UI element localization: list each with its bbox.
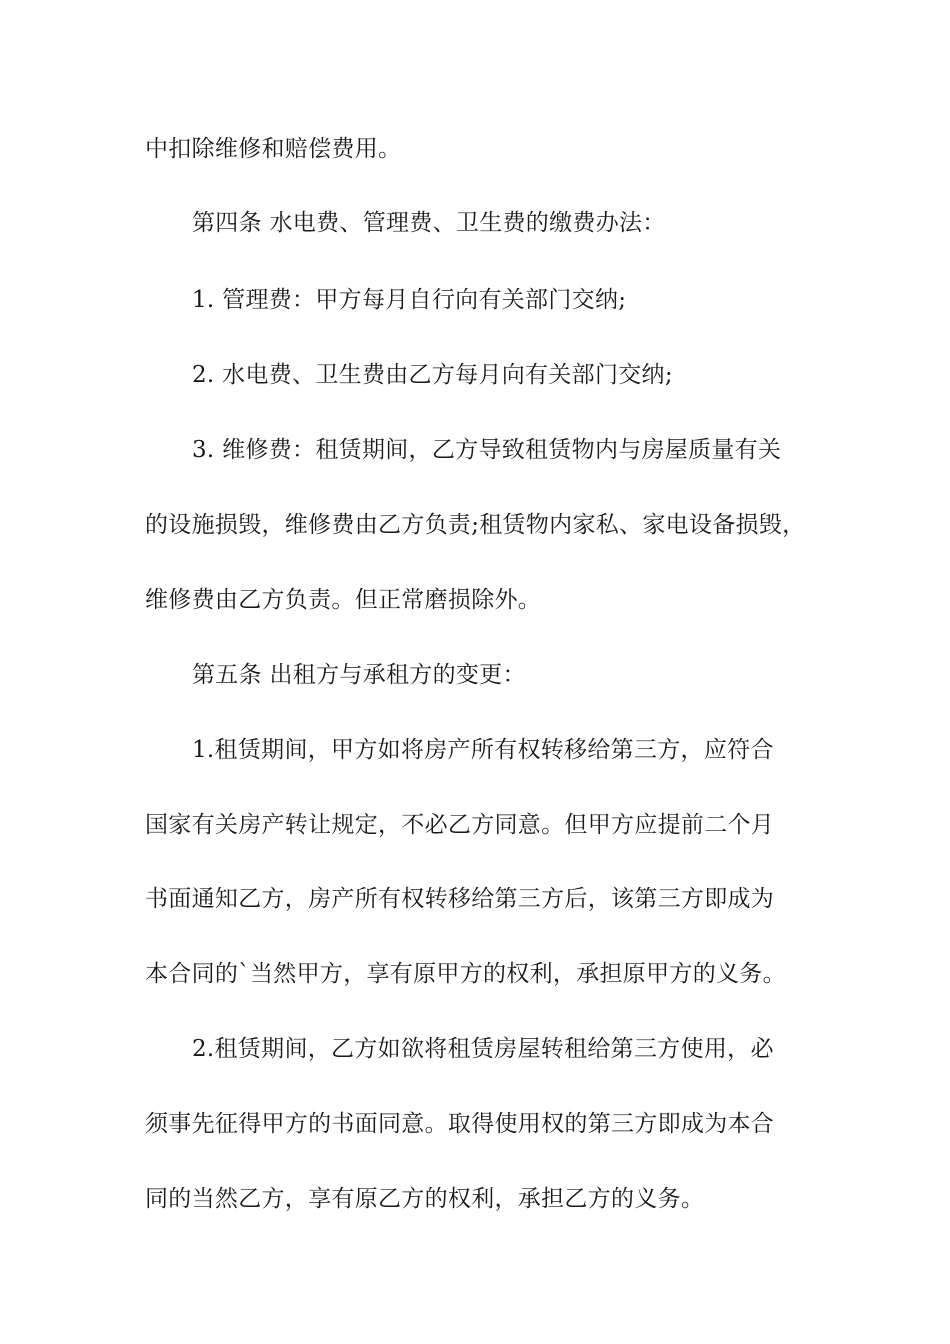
text-line: 须事先征得甲方的书面同意。取得使用权的第三方即成为本合 <box>145 1111 775 1137</box>
article-4-heading: 第四条 水电费、管理费、卫生费的缴费办法： <box>192 210 666 236</box>
text-line: 维修费由乙方负责。但正常磨损除外。 <box>145 587 542 613</box>
list-item: 2. 水电费、卫生费由乙方每月向有关部门交纳; <box>192 362 673 388</box>
list-item: 1.租赁期间，甲方如将房产所有权转移给第三方，应符合 <box>192 737 774 763</box>
article-5-heading: 第五条 出租方与承租方的变更： <box>192 662 526 688</box>
text-line: 中扣除维修和赔偿费用。 <box>145 136 402 162</box>
text-line: 书面通知乙方，房产所有权转移给第三方后，该第三方即成为 <box>145 886 775 912</box>
text-line: 的设施损毁，维修费由乙方负责;租赁物内家私、家电设备损毁， <box>145 512 806 538</box>
list-item: 2.租赁期间，乙方如欲将租赁房屋转租给第三方使用，必 <box>192 1036 774 1062</box>
text-line: 同的当然乙方，享有原乙方的权利，承担乙方的义务。 <box>145 1186 705 1212</box>
list-item: 3. 维修费：租赁期间，乙方导致租赁物内与房屋质量有关 <box>192 437 782 463</box>
list-item: 1. 管理费：甲方每月自行向有关部门交纳; <box>192 287 627 313</box>
text-line: 国家有关房产转让规定，不必乙方同意。但甲方应提前二个月 <box>145 812 775 838</box>
text-line: 本合同的`当然甲方，享有原甲方的权利，承担原甲方的义务。 <box>145 961 786 987</box>
